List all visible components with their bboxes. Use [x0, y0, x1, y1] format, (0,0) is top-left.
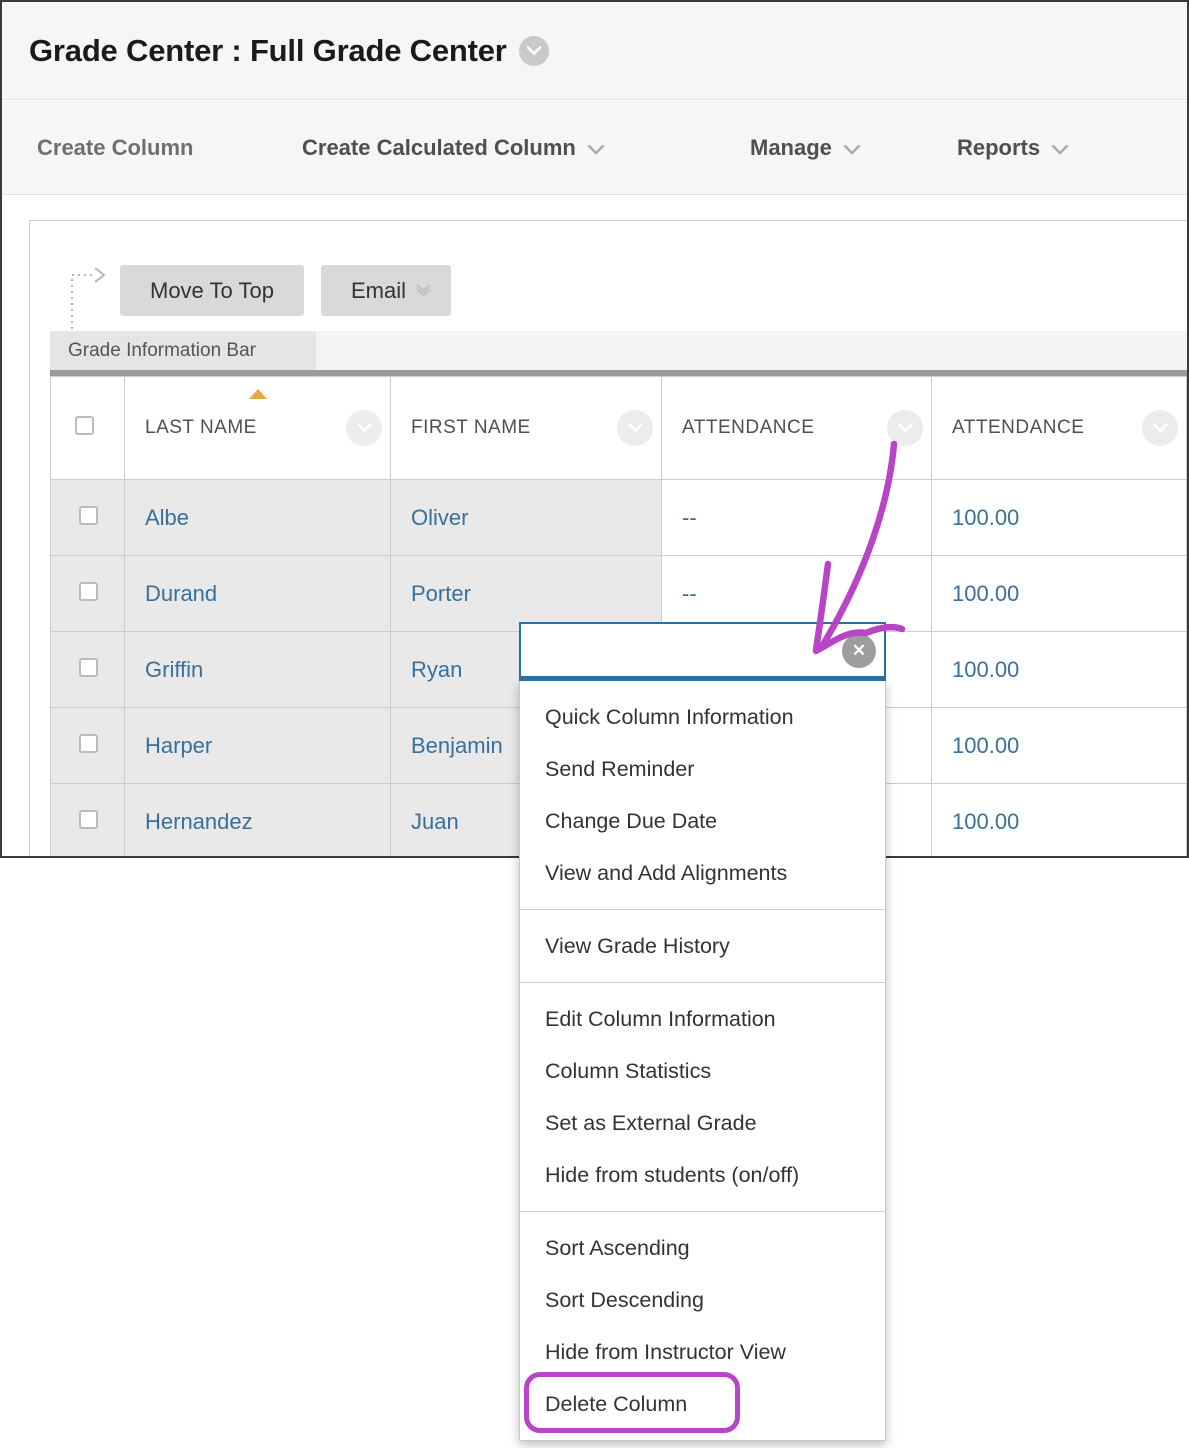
- column-header-last-name[interactable]: LAST NAME: [125, 377, 391, 480]
- menu-item-sort-ascending[interactable]: Sort Ascending: [545, 1236, 690, 1260]
- student-last-name-link[interactable]: Griffin: [145, 656, 204, 682]
- column-header-attendance-1[interactable]: ATTENDANCE: [662, 377, 932, 480]
- attendance-2-cell[interactable]: 100.00: [932, 784, 1187, 859]
- menu-item-send-reminder[interactable]: Send Reminder: [545, 757, 695, 781]
- context-menu-body: [519, 681, 886, 1441]
- dotted-elbow-arrow-icon: [68, 267, 114, 338]
- attendance-2-cell[interactable]: 100.00: [932, 556, 1187, 632]
- table-row: [51, 556, 1187, 632]
- first-name-column-menu-icon[interactable]: [617, 410, 653, 446]
- grade-information-strip: [50, 331, 1187, 370]
- context-menu-group: [520, 982, 885, 1211]
- context-menu-group: [520, 909, 885, 982]
- menu-item-column-statistics[interactable]: Column Statistics: [545, 1059, 712, 1083]
- row-checkbox[interactable]: [79, 810, 98, 829]
- menu-item-view-grade-history[interactable]: View Grade History: [545, 934, 730, 958]
- select-all-cell: [51, 377, 125, 480]
- menu-item-sort-descending[interactable]: Sort Descending: [545, 1288, 704, 1312]
- context-menu-header: [519, 622, 886, 681]
- menu-item-delete-column[interactable]: Delete Column: [520, 1378, 885, 1430]
- column-header-attendance-2[interactable]: ATTENDANCE: [932, 377, 1187, 480]
- attendance-2-column-menu-icon[interactable]: [1142, 410, 1178, 446]
- create-calculated-column-menu[interactable]: Create Calculated Column: [302, 101, 604, 195]
- attendance-2-cell[interactable]: 100.00: [932, 708, 1187, 784]
- student-first-name-link[interactable]: Porter: [411, 580, 471, 606]
- student-last-name-link[interactable]: Hernandez: [145, 808, 253, 834]
- context-menu-group: [520, 1211, 885, 1440]
- chevron-down-icon: [588, 135, 604, 161]
- reports-menu[interactable]: Reports: [957, 101, 1068, 195]
- menu-item-set-as-external-grade[interactable]: Set as External Grade: [545, 1111, 757, 1135]
- sort-ascending-icon: [249, 389, 267, 399]
- menu-item-edit-column-information[interactable]: Edit Column Information: [545, 1007, 776, 1031]
- attendance-1-cell[interactable]: --: [662, 556, 932, 632]
- create-column-button[interactable]: Create Column: [37, 135, 194, 160]
- row-checkbox[interactable]: [79, 582, 98, 601]
- student-last-name-link[interactable]: Durand: [145, 580, 218, 606]
- row-checkbox[interactable]: [79, 506, 98, 525]
- context-menu-group: [520, 681, 885, 909]
- close-icon[interactable]: ✕: [842, 634, 876, 668]
- email-button[interactable]: Email: [321, 265, 451, 316]
- chevron-down-icon: [1052, 135, 1068, 161]
- menu-item-change-due-date[interactable]: Change Due Date: [545, 809, 718, 833]
- student-first-name-link[interactable]: Juan: [411, 808, 459, 834]
- grade-information-bar-tab[interactable]: Grade Information Bar: [50, 331, 316, 370]
- action-bar: [2, 101, 1187, 195]
- chevron-down-icon: [844, 135, 860, 161]
- last-name-column-menu-icon[interactable]: [346, 410, 382, 446]
- page-header: [2, 2, 1187, 100]
- attendance-column-context-menu: [519, 622, 886, 1441]
- row-checkbox[interactable]: [79, 658, 98, 677]
- attendance-1-cell[interactable]: --: [662, 480, 932, 556]
- attendance-2-cell[interactable]: 100.00: [932, 480, 1187, 556]
- move-to-top-button[interactable]: Move To Top: [120, 265, 304, 316]
- row-checkbox[interactable]: [79, 734, 98, 753]
- attendance-1-column-menu-icon[interactable]: [887, 410, 923, 446]
- student-first-name-link[interactable]: Ryan: [411, 656, 463, 682]
- manage-menu[interactable]: Manage: [750, 101, 860, 195]
- student-last-name-link[interactable]: Harper: [145, 732, 213, 758]
- page-title: Grade Center : Full Grade Center: [29, 32, 507, 68]
- attendance-2-cell[interactable]: 100.00: [932, 632, 1187, 708]
- menu-item-view-and-add-alignments[interactable]: View and Add Alignments: [545, 861, 788, 885]
- menu-item-hide-from-instructor-view[interactable]: Hide from Instructor View: [545, 1340, 786, 1364]
- double-chevron-down-icon: [416, 284, 431, 297]
- student-first-name-link[interactable]: Benjamin: [411, 732, 503, 758]
- page-title-chevron-icon[interactable]: [519, 36, 549, 66]
- column-header-first-name[interactable]: FIRST NAME: [391, 377, 662, 480]
- menu-item-quick-column-information[interactable]: Quick Column Information: [545, 705, 794, 729]
- table-row: [51, 480, 1187, 556]
- select-all-checkbox[interactable]: [75, 416, 94, 435]
- student-first-name-link[interactable]: Oliver: [411, 504, 469, 530]
- table-header-row: [51, 377, 1187, 480]
- menu-item-hide-from-students[interactable]: Hide from students (on/off): [545, 1163, 800, 1187]
- student-last-name-link[interactable]: Albe: [145, 504, 190, 530]
